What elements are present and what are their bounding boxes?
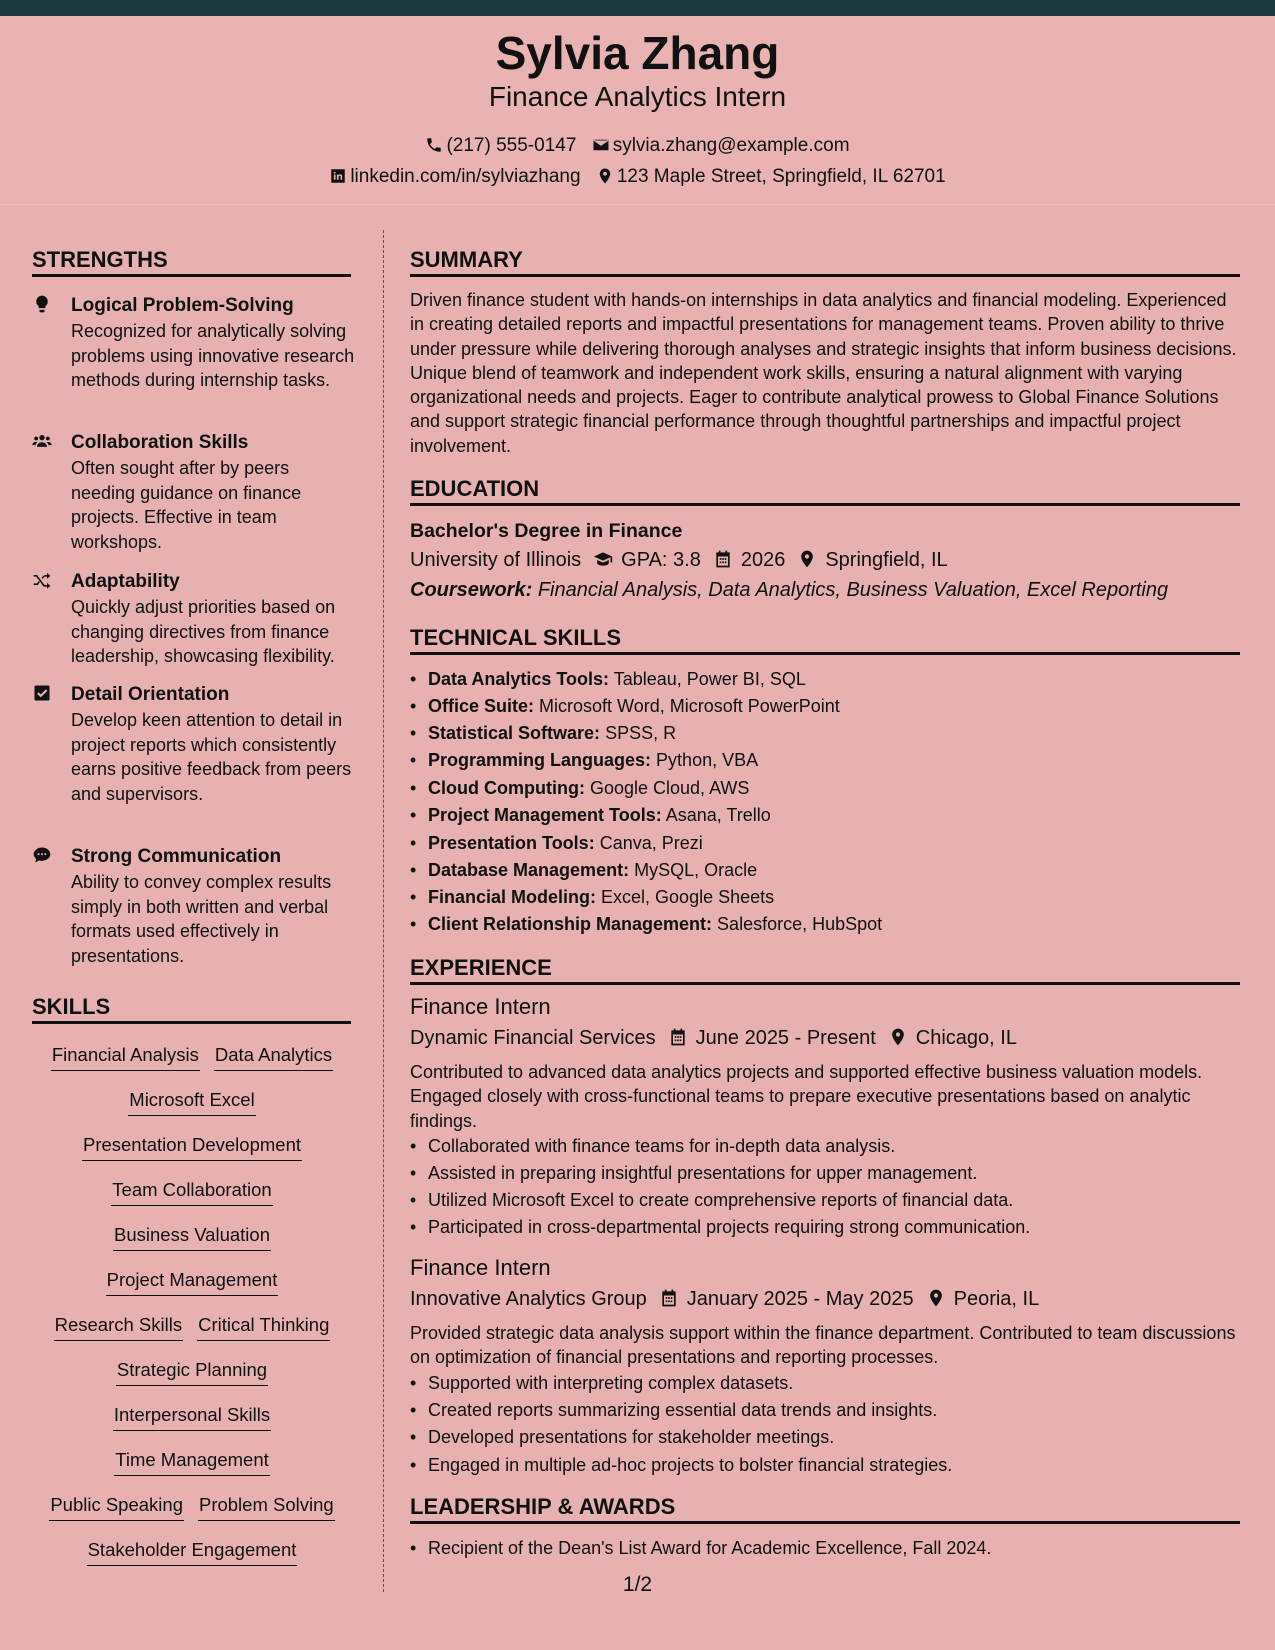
- gpa-text: GPA: 3.8: [621, 549, 701, 571]
- strengths-heading: STRENGTHS: [32, 246, 351, 277]
- tech-skill-value: Microsoft Word, Microsoft PowerPoint: [539, 696, 840, 716]
- map-pin-icon: [926, 1288, 946, 1308]
- tech-skill-label: Programming Languages:: [428, 750, 652, 770]
- skill-chip: Public Speaking: [49, 1493, 184, 1521]
- address-text: 123 Maple Street, Springfield, IL 62701: [616, 166, 946, 187]
- lightbulb-icon: [32, 294, 54, 316]
- strength-name: Strong Communication: [71, 846, 282, 867]
- skill-chip: Research Skills: [54, 1313, 184, 1341]
- email-contact[interactable]: [592, 134, 850, 158]
- job-bullet: • Supported with interpreting complex datasets.: [428, 1371, 1238, 1395]
- job-bullet: • Engaged in multiple ad-hoc projects to bolster financial strategies.: [428, 1453, 1238, 1477]
- job-bullet: • Collaborated with finance teams for in-depth data analysis.: [428, 1134, 1238, 1158]
- contact-row-1: [0, 134, 1275, 158]
- skill-chip: Strategic Planning: [116, 1358, 268, 1386]
- skill-row: [32, 1088, 352, 1116]
- skill-row: [32, 1403, 352, 1431]
- candidate-title: Finance Analytics Intern: [488, 81, 787, 112]
- linkedin-icon: [329, 167, 347, 185]
- tech-skill-value: Excel, Google Sheets: [601, 887, 775, 907]
- tech-skill-label: Data Analytics Tools:: [428, 669, 610, 689]
- coursework: [410, 577, 1168, 603]
- tech-skill-item: [428, 667, 1238, 691]
- tech-skill-label: Statistical Software:: [428, 723, 601, 743]
- shuffle-icon: [32, 570, 54, 592]
- skill-chip: Critical Thinking: [197, 1313, 330, 1341]
- tech-skill-item: [428, 831, 1238, 855]
- strength-name: Collaboration Skills: [71, 432, 249, 453]
- address-contact: [596, 165, 946, 189]
- education-meta: [410, 547, 948, 573]
- job-title: Finance Intern: [410, 994, 551, 1019]
- envelope-icon: [592, 136, 610, 154]
- linkedin-contact[interactable]: [329, 165, 580, 189]
- tech-skill-label: Office Suite:: [428, 696, 535, 716]
- tech-skill-value: Google Cloud, AWS: [589, 778, 750, 798]
- strength-name: Detail Orientation: [71, 684, 230, 705]
- skill-chip: Time Management: [114, 1448, 270, 1476]
- skill-chip: Business Valuation: [113, 1223, 271, 1251]
- job-meta: [410, 1025, 1017, 1051]
- skill-chip: Presentation Development: [82, 1133, 302, 1161]
- column-divider: [383, 230, 384, 1592]
- map-pin-icon: [596, 167, 614, 185]
- tech-skill-item: [428, 694, 1238, 718]
- skill-chip: Team Collaboration: [111, 1178, 272, 1206]
- job-location: Chicago, IL: [915, 1027, 1017, 1049]
- skill-row: [32, 1358, 352, 1386]
- job-location: Peoria, IL: [953, 1288, 1040, 1310]
- strength-desc: Ability to convey complex results simply in both written and verbal formats used effectively in presentations.: [71, 872, 332, 966]
- skill-chip: Interpersonal Skills: [113, 1403, 271, 1431]
- page-number: 1/2: [622, 1573, 653, 1596]
- technical-skills-heading: TECHNICAL SKILLS: [410, 624, 1240, 655]
- job-bullet: • Participated in cross-departmental projects requiring strong communication.: [428, 1215, 1238, 1239]
- degree-name: Bachelor's Degree in Finance: [410, 520, 683, 542]
- strength-desc: Recognized for analytically solving problems using innovative research methods during internship tasks.: [71, 321, 355, 390]
- award-item: • Recipient of the Dean's List Award for Academic Excellence, Fall 2024.: [428, 1536, 1238, 1560]
- skill-row: [32, 1133, 352, 1161]
- calendar-icon: [659, 1288, 679, 1308]
- job-description: Contributed to advanced data analytics projects and supported effective business valuation models. Engaged closely with cross-functional teams to prepare executive presentations based on analytic findings.: [410, 1062, 1203, 1131]
- skill-chip: Financial Analysis: [51, 1043, 200, 1071]
- education-heading: EDUCATION: [410, 475, 1240, 506]
- job-title: Finance Intern: [410, 1255, 551, 1280]
- job-bullet: • Developed presentations for stakeholder meetings.: [428, 1425, 1238, 1449]
- tech-skill-item: [428, 858, 1238, 882]
- job-bullet: • Utilized Microsoft Excel to create comprehensive reports of financial data.: [428, 1188, 1238, 1212]
- chat-icon: [32, 845, 54, 867]
- contact-row-2: [0, 165, 1275, 189]
- graduation-year: 2026: [740, 549, 786, 571]
- top-accent-bar: [0, 0, 1275, 16]
- job-dates: January 2025 - May 2025: [686, 1288, 914, 1310]
- tech-skill-value: Salesforce, HubSpot: [717, 914, 883, 934]
- calendar-icon: [668, 1027, 688, 1047]
- summary-heading: SUMMARY: [410, 246, 1240, 277]
- skill-chip: Problem Solving: [198, 1493, 335, 1521]
- job-bullet: • Created reports summarizing essential data trends and insights.: [428, 1398, 1238, 1422]
- skill-chip: Microsoft Excel: [128, 1088, 255, 1116]
- tech-skill-label: Financial Modeling:: [428, 887, 597, 907]
- tech-skill-item: [428, 912, 1238, 936]
- skill-row: [32, 1493, 352, 1521]
- phone-icon: [425, 136, 443, 154]
- school-name: University of Illinois: [410, 549, 582, 571]
- company-name: Dynamic Financial Services: [410, 1027, 656, 1049]
- tech-skill-value: Canva, Prezi: [599, 833, 703, 853]
- experience-heading: EXPERIENCE: [410, 954, 1240, 985]
- skill-row: [32, 1223, 352, 1251]
- leadership-heading: LEADERSHIP & AWARDS: [410, 1493, 1240, 1524]
- tech-skill-item: [428, 748, 1238, 772]
- skills-heading: SKILLS: [32, 993, 351, 1024]
- job-description: Provided strategic data analysis support within the finance department. Contributed to team discussions on optimization of financial presentations and reporting processes.: [410, 1323, 1236, 1368]
- tech-skill-value: Asana, Trello: [665, 805, 771, 825]
- email-text: sylvia.zhang@example.com: [612, 135, 850, 156]
- tech-skill-item: [428, 721, 1238, 745]
- coursework-text: Financial Analysis, Data Analytics, Business Valuation, Excel Reporting: [537, 579, 1169, 601]
- summary-text: Driven finance student with hands-on internships in data analytics and financial modeling. Experienced in creating detailed reports and impactful presentations for management teams. Proven ability to thrive under pressure while delivering thorough analyses and strategic insights that inform business decisions. Unique blend of teamwork and independent work skills, ensuring a natural alignment with varying organizational needs and projects. Eager to contribute analytical prowess to Global Finance Solutions and support strategic financial performance through thoughtful partnerships and impactful project involvement.: [410, 290, 1237, 456]
- strength-desc: Quickly adjust priorities based on changing directives from finance leadership, showcasing flexibility.: [71, 597, 336, 666]
- calendar-icon: [713, 549, 733, 569]
- skill-row: [32, 1268, 352, 1296]
- skill-row: [32, 1313, 352, 1341]
- coursework-label: Coursework:: [410, 579, 533, 601]
- tech-skill-value: MySQL, Oracle: [634, 860, 758, 880]
- skill-chip: Data Analytics: [214, 1043, 333, 1071]
- tech-skill-value: Tableau, Power BI, SQL: [613, 669, 806, 689]
- skill-row: [32, 1178, 352, 1206]
- education-location: Springfield, IL: [825, 549, 948, 571]
- tech-skill-item: [428, 776, 1238, 800]
- job-dates: June 2025 - Present: [695, 1027, 876, 1049]
- company-name: Innovative Analytics Group: [410, 1288, 647, 1310]
- job-bullet: • Assisted in preparing insightful presentations for upper management.: [428, 1161, 1238, 1185]
- tech-skill-label: Project Management Tools:: [428, 805, 662, 825]
- tech-skill-label: Presentation Tools:: [428, 833, 595, 853]
- skill-chip: Project Management: [106, 1268, 279, 1296]
- candidate-name: Sylvia Zhang: [495, 27, 780, 79]
- job-meta: [410, 1286, 1039, 1312]
- tech-skill-value: Python, VBA: [656, 750, 759, 770]
- strength-desc: Often sought after by peers needing guidance on finance projects. Effective in team workshops.: [71, 458, 302, 552]
- tech-skill-item: [428, 885, 1238, 909]
- strength-name: Logical Problem-Solving: [71, 295, 294, 316]
- users-icon: [32, 431, 54, 453]
- skill-row: [32, 1538, 352, 1566]
- map-pin-icon: [797, 549, 817, 569]
- skill-row: [32, 1043, 352, 1071]
- strength-desc: Develop keen attention to detail in project reports which consistently earns positive feedback from peers and supervisors.: [71, 710, 352, 804]
- check-square-icon: [32, 683, 54, 705]
- strength-name: Adaptability: [71, 571, 180, 592]
- map-pin-icon: [888, 1027, 908, 1047]
- graduation-cap-icon: [593, 549, 613, 569]
- skill-row: [32, 1448, 352, 1476]
- skill-chip: Stakeholder Engagement: [87, 1538, 298, 1566]
- tech-skill-label: Database Management:: [428, 860, 630, 880]
- tech-skill-item: [428, 803, 1238, 827]
- phone-text: (217) 555-0147: [446, 135, 577, 156]
- tech-skill-label: Client Relationship Management:: [428, 914, 713, 934]
- tech-skill-value: SPSS, R: [605, 723, 677, 743]
- linkedin-text: linkedin.com/in/sylviazhang: [350, 166, 581, 187]
- phone-contact[interactable]: [425, 134, 576, 158]
- tech-skill-label: Cloud Computing:: [428, 778, 585, 798]
